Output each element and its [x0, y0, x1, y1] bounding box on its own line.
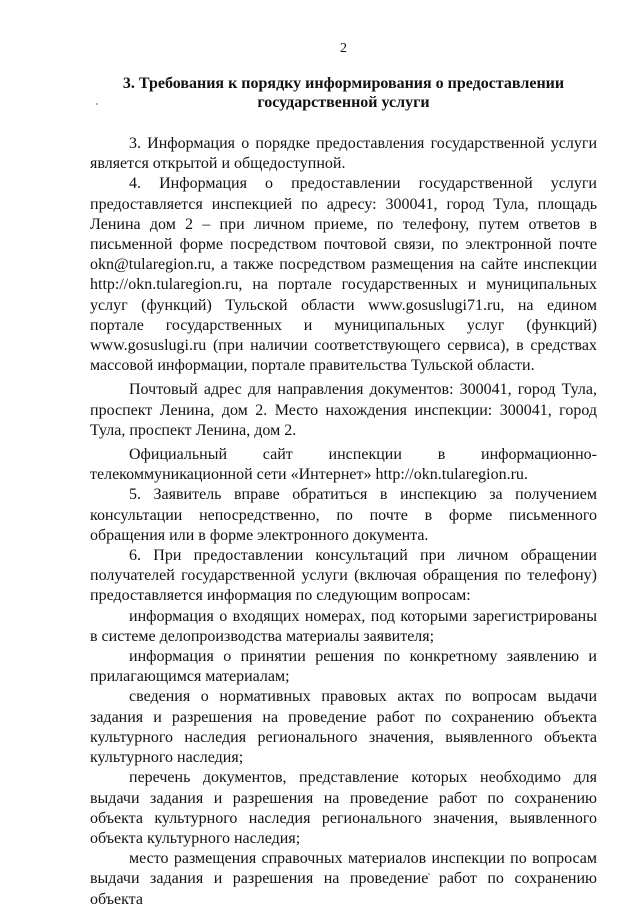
paragraph-postal-address: Почтовый адрес для направления документов: 300041, город Тула, проспект Ленина, дом 2. Место нахождения инспекции: 300041, город Тула, проспект Ленина, дом 2. [90, 381, 597, 439]
section-heading-line: государственной услуги [257, 94, 430, 111]
paragraph-4: 4. Информация о предоставлении государственной услуги предоставляется инспекцией по адресу: 300041, город Тула, площадь Ленина дом 2 – при личном приеме, по телефону, путем ответов в письменной форме посредством почтовой связи, по электронной почте okn@tularegion.ru, а также посредством размещения на сайте инспекции http://okn.tularegion.ru, на портале государственных и муниципальных услуг (функций) Тульской области www.gosuslugi71.ru, на едином портале государственных и муниципальных услуг (функций) www.gosuslugi.ru (при наличии соответствующего сервиса), в средствах массовой информации, портале правительства Тульской области. [90, 175, 597, 375]
document-page [90, 40, 597, 910]
section-heading [90, 74, 597, 112]
paragraph-5: 5. Заявитель вправе обратиться в инспекцию за получением консультации непосредственно, по почте в форме письменного обращения или в форме электронного документа. [90, 486, 597, 544]
paragraph-6: 6. При предоставлении консультаций при личном обращении получателей государственной услуги (включая обращения по телефону) предоставляется информация по следующим вопросам: [90, 547, 597, 605]
list-item: перечень документов, представление которых необходимо для выдачи задания и разрешения на проведение работ по сохранению объекта культурного наследия регионального значения, выявленного объекта культурного наследия; [90, 769, 597, 847]
section-heading-line: 3. Требования к порядку информирования о предоставлении [122, 75, 565, 92]
paragraph-3: 3. Информация о порядке предоставления государственной услуги является открытой и общедоступной. [90, 135, 597, 173]
list-item: информация о входящих номерах, под которыми зарегистрированы в системе делопроизводства материалы заявителя; [90, 607, 597, 645]
list-item: место размещения справочных материалов инспекции по вопросам выдачи задания и разрешения на проведение работ по сохранению объекта [90, 850, 597, 908]
paragraph-official-site: Официальный сайт инспекции в информационно-телекоммуникационной сети «Интернет» http://okn.tularegion.ru. [90, 446, 597, 484]
page-number: 2 [340, 41, 347, 56]
list-item: информация о принятии решения по конкретному заявлению и прилагающимся материалам; [90, 648, 597, 686]
list-item: сведения о нормативных правовых актах по вопросам выдачи задания и разрешения на проведение работ по сохранению объекта культурного наследия регионального значения, выявленного объекта культурного наследия; [90, 688, 597, 767]
